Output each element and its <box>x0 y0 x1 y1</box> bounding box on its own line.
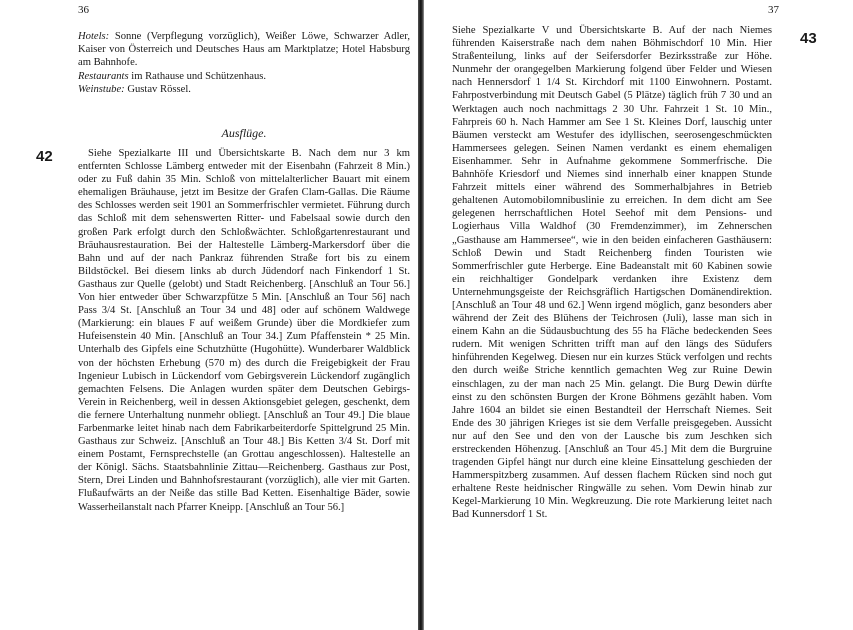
restaurants-paragraph <box>78 70 410 83</box>
book-gutter <box>418 0 424 630</box>
hotels-paragraph <box>78 30 410 69</box>
section-number: 42 <box>36 148 53 165</box>
excursion-paragraph: Siehe Spezialkarte III und Übersichtskarte B. Nach dem nur 3 km entfernten Schlosse Lämberg entweder mit der Eisenbahn (Fahrzeit 8 Min.) oder zu Fuß dahin 35 Min. Schloß von mittelalterlicher Bauart mit einem ehemaligen Bräuhause, jetzt im Besitze der Grafen Clam-Gallas. Die Räume des Schlosses werden seit 1901 an Sommerfrischler vermietet. Führung durch das Schloß mit dem sehenswerten Ritter- und Fabelsaal sowie durch den großen Park erfolgt durch den Schloßwächter. Schloßgartenrestaurant und Bräuhausrestauration. Bei der Haltestelle Lämberg-Markersdorf über die Bahn und auf der nach Pankraz führenden Straße fort bis zu einem Bildstöckel. Bei diesem links ab durch Jüdendorf nach Finkendorf 1 St. Gasthaus zur Quelle (gelobt) und Stadt Reichenberg. [Anschluß an Tour 56.] Von hier entweder über Schwarzpfütze 5 Min. [Anschluß an Tour 56] nach Pass 3/4 St. [Anschluß an Tour 34 und 48] oder auf schönem Waldwege (Markierung: ein blaues F auf weißem Grunde) über die Mordkiefer zum Hufeisenstein 40 Min. [Anschluß an Tour 34.] Zum Pfaffenstein * 25 Min. Unterhalb des Gipfels eine Schutzhütte (Hugohütte). Wunderbarer Waldblick von der höchsten Erhebung (570 m) des durch die Freigebigkeit der Frau Ingenieur Lubisch in Lückendorf vom Gebirgsverein Lückendorf zugänglich gemachten Felsens. Die Anlagen wurden später dem Deutschen Gebirgs-Verein in Reichenberg, weil in dessen Aktionsgebiet gelegen, geschenkt, dem die fernere Unterhaltung nunmehr obliegt. [Anschluß an Tour 49.] Die blaue Farbenmarke leitet hinab nach dem Fabrikarbeiterdorfe Spittelgrund 25 Min. Gasthaus zur Schweiz. [Anschluß an Tour 48.] Bis Ketten 3/4 St. Dorf mit einem Postamt, Fernsprechstelle (an Grottau angeschlossen). Haltestelle an der Königl. Sächs. Staatsbahnlinie Zittau—Reichenberg. Gasthaus zur Post, Stern, Drei Linden und Bahnhofsrestaurant (vorzüglich), alle vier mit Garten. Flußaufwärts an der Neiße das stille Bad Ketten. Eisenhaltige Bäder, sowie Wasserheilanstalt nach Pfarrer Kneipp. [Anschluß an Tour 56.] <box>78 148 410 513</box>
weinstube-text: Gustav Rössel. <box>127 84 191 95</box>
restaurants-label: Restaurants <box>78 71 129 82</box>
section-number: 43 <box>800 30 817 47</box>
page-number: 36 <box>78 4 89 16</box>
weinstube-paragraph <box>78 83 410 96</box>
section-heading: Ausflüge. <box>221 126 267 140</box>
left-page <box>0 0 420 630</box>
hotels-text: Sonne (Verpflegung vorzüglich), Weißer Löwe, Schwarzer Adler, Kaiser von Österreich und Deutsches Haus am Marktplatze; Hotel Habsburg am Bahnhofe. <box>78 31 410 69</box>
excursion-paragraph: Siehe Spezialkarte V und Übersichtskarte B. Auf der nach Niemes führenden Kaiserstraße nach dem nahen Böhmischdorf 10 Min. Hier Straßenteilung, links auf der Seifersdorfer Bezirksstraße zur Höhe. Nunmehr der orangegelben Markierung folgend über Felder und Wiesen nach Hennersdorf 1 1/4 St. Kirchdorf mit 1100 Einwohnern. Postamt. Fahrpostverbindung mit Deutsch Gabel (5 Plätze) täglich früh 7 30 und an Werktagen auch noch nachmittags 2 30 Uhr. Fahrzeit 1 St. 10 Min., Fahrpreis 60 h. Nach Hammer am See 1 St. Kleines Dorf, lauschig unter Bäumen versteckt am Westufer des idyllischen, seerosengeschmückten Hammersees gelegen. Seinen Namen verdankt es einem ehemaligen Eisenhammer. Sehr in Aufnahme gekommene Sommerfrische. Die Bahnhöfe Kriesdorf und Niemes sind innerhalb einer knappen Stunde Fahrzeit mittels einer während des Sommerhalbjahres in Betrieb gehaltenen Automobilomnibuslinie zu erreichen. In dem dicht am See gelegenen herrschaftlichen Hotel Seehof mit dem Pensions- und Logierhaus Villa Waldhof (30 Fremdenzimmer), im Zehnerschen „Gasthause am Hammersee“, wie in den beiden einfacheren Gasthäusern: Schloß Dewin und Stadt Reichenberg finden Touristen wie Sommerfrischler gute Herberge. Eine Badeanstalt mit 60 Kabinen sowie ein reichhaltiger Gondelpark verdanken ihre Existenz dem Unternehmungsgeiste der Reichsgräflich Hartigschen Domänendirektion. [Anschluß an Tour 48 und 62.] Wenn irgend möglich, ganz besonders aber während der Zeit des Blühens der Teichrosen (Juli), lasse man sich in einem Kahn an die Südausbuchtung des 55 ha Fläche bedeckenden Sees rudern. Mit wenigen Schritten trifft man auf den längs des Südufers hinführenden Kegelweg. Diesen nur ein kurzes Stück verfolgen und rechts den durch weiße Striche kenntlich gemachten Weg zur Ruine Dewin einschlagen, zu der man nach 25 Min. gelangt. Die Burg Dewin dürfte einst zu den schönsten Burgen der Krone Böhmens gezählt haben. Vom Jahre 1604 an bildet sie einen Bestandteil der Herrschaft Niemes. Seit Ende des 30 jährigen Krieges ist sie dem Verfalle preisgegeben. Aussicht nur auf den See und den von der Lausche bis zum Jeschken sich erstreckenden Höhenzug. [Anschluß an Tour 45.] Mit dem die Burgruine tragenden Gipfel hängt nur durch eine kleine Einsattelung geschieden der Hammerspitzberg zusammen. Auf dessen flachem Rücken sind noch gut erhaltene Reste heidnischer Ringwälle zu sehen. Vom Dewin hinab zur Kegel-Markierung 10 Min. Wegkreuzung. Die rote Markierung leitet nach Bad Kunnersdorf 1 St. <box>452 25 772 521</box>
right-page <box>428 0 853 630</box>
hotels-label: Hotels: <box>78 31 110 42</box>
page-number: 37 <box>768 4 779 16</box>
restaurants-text: im Rathause und Schützenhaus. <box>131 71 267 82</box>
weinstube-label: Weinstube: <box>78 84 125 95</box>
